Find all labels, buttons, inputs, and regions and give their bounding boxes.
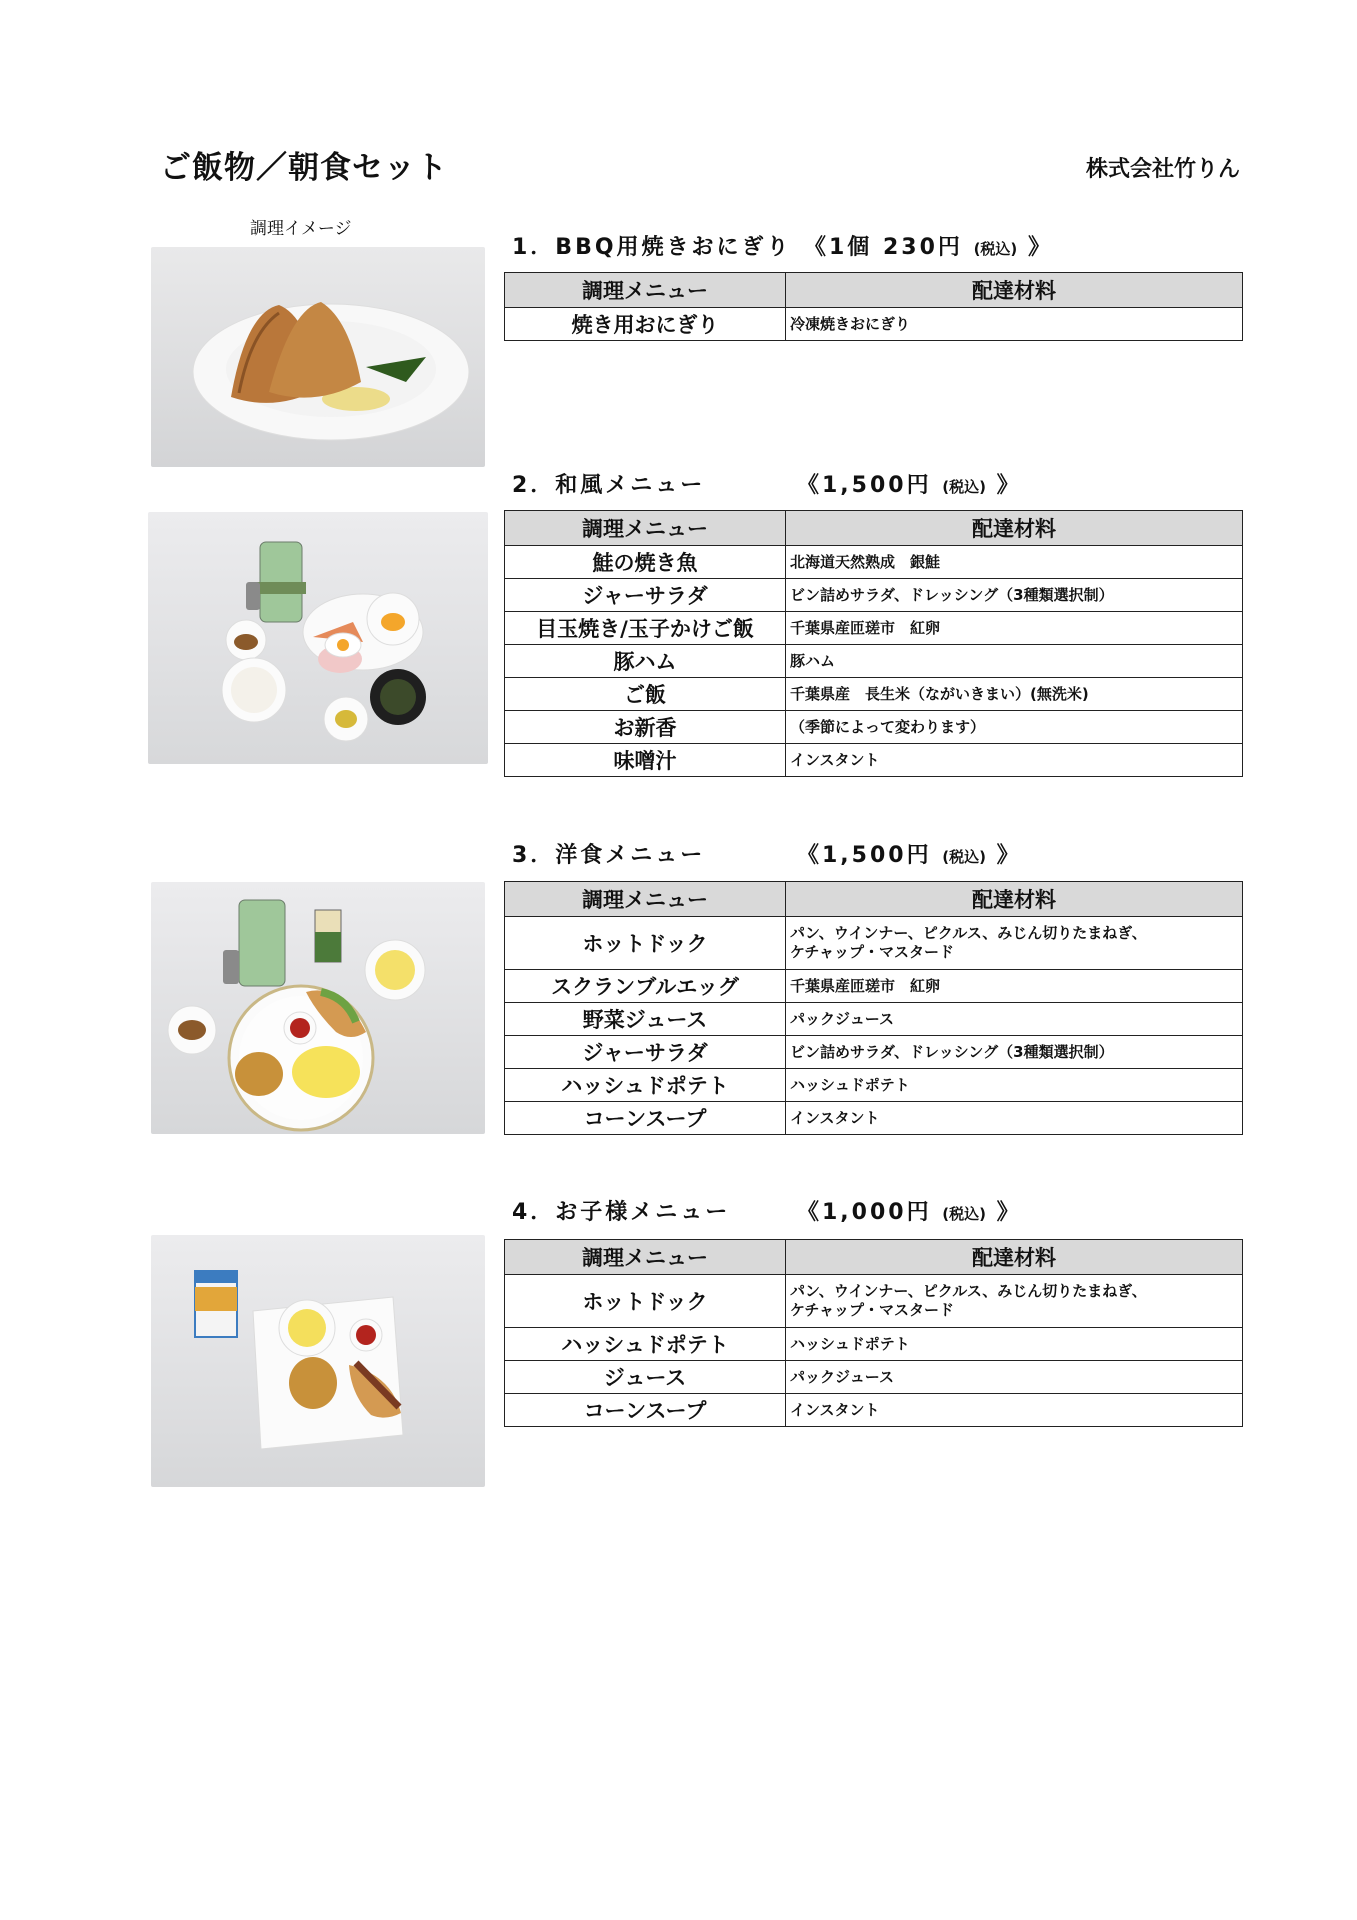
price-close: 》 — [996, 843, 1022, 868]
material-cell: （季節によって変わります） — [786, 711, 1243, 744]
table-row — [505, 1361, 1243, 1394]
material-line: ケチャップ・マスタード — [790, 1301, 954, 1319]
price-value: 《1,500円 — [797, 473, 932, 498]
table-row — [505, 645, 1243, 678]
table-row — [505, 678, 1243, 711]
section-1-price — [804, 230, 1053, 261]
section-4-title: 4．お子様メニュー — [512, 1200, 731, 1225]
table-row — [505, 744, 1243, 777]
material-line: パン、ウインナー、ピクルス、みじん切りたまねぎ、 — [790, 1282, 1147, 1300]
dish-cell: ジャーサラダ — [505, 579, 786, 612]
material-cell: ビン詰めサラダ、ドレッシング（3種類選択制） — [786, 579, 1243, 612]
material-cell: 千葉県産匝瑳市 紅卵 — [786, 612, 1243, 645]
table-row — [505, 1102, 1243, 1135]
material-cell: 千葉県産匝瑳市 紅卵 — [786, 970, 1243, 1003]
tax-label: (税込) — [942, 478, 986, 496]
price-close: 》 — [1027, 235, 1053, 260]
table-row — [505, 1036, 1243, 1069]
dish-cell: コーンスープ — [505, 1102, 786, 1135]
price-value: 《1,000円 — [797, 1200, 932, 1225]
material-cell: 豚ハム — [786, 645, 1243, 678]
dish-cell: 豚ハム — [505, 645, 786, 678]
section-4-price — [797, 1195, 1022, 1226]
table-row — [505, 308, 1243, 341]
dish-cell: 味噌汁 — [505, 744, 786, 777]
material-cell — [786, 917, 1243, 970]
dish-cell: 焼き用おにぎり — [505, 308, 786, 341]
material-cell: ビン詰めサラダ、ドレッシング（3種類選択制） — [786, 1036, 1243, 1069]
material-cell: 千葉県産 長生米（ながいきまい）(無洗米) — [786, 678, 1243, 711]
price-close: 》 — [996, 473, 1022, 498]
rice-ball-photo — [151, 247, 485, 467]
dish-cell: ハッシュドポテト — [505, 1069, 786, 1102]
price-close: 》 — [996, 1200, 1022, 1225]
tax-label: (税込) — [942, 848, 986, 866]
header-material: 配達材料 — [786, 882, 1243, 917]
price-value: 《1,500円 — [797, 843, 932, 868]
section-1-table — [504, 272, 1243, 341]
image-caption: 調理イメージ — [250, 219, 352, 239]
section-2-title: 2．和風メニュー — [512, 473, 706, 498]
western-set-photo — [151, 882, 485, 1134]
header-material: 配達材料 — [786, 511, 1243, 546]
header-dish: 調理メニュー — [505, 1240, 786, 1275]
material-line: パン、ウインナー、ピクルス、みじん切りたまねぎ、 — [790, 924, 1147, 942]
section-4-table — [504, 1239, 1243, 1427]
table-row — [505, 1069, 1243, 1102]
material-cell: ハッシュドポテト — [786, 1328, 1243, 1361]
section-1-title: 1．BBQ用焼きおにぎり — [512, 235, 792, 260]
dish-cell: ハッシュドポテト — [505, 1328, 786, 1361]
material-cell: パックジュース — [786, 1361, 1243, 1394]
table-row — [505, 1328, 1243, 1361]
header-dish: 調理メニュー — [505, 273, 786, 308]
material-cell — [786, 1275, 1243, 1328]
header-material: 配達材料 — [786, 1240, 1243, 1275]
dish-cell: ジュース — [505, 1361, 786, 1394]
material-cell: インスタント — [786, 1394, 1243, 1427]
table-row — [505, 612, 1243, 645]
section-3-title: 3．洋食メニュー — [512, 843, 706, 868]
dish-cell: コーンスープ — [505, 1394, 786, 1427]
header-dish: 調理メニュー — [505, 511, 786, 546]
tax-label: (税込) — [973, 240, 1018, 258]
page-title: ご飯物／朝食セット — [160, 150, 448, 186]
price-value: 《1個 230円 — [804, 235, 963, 260]
section-2-table — [504, 510, 1243, 777]
table-row — [505, 711, 1243, 744]
header-dish: 調理メニュー — [505, 882, 786, 917]
table-row — [505, 1275, 1243, 1328]
table-row — [505, 1003, 1243, 1036]
table-row — [505, 1394, 1243, 1427]
table-row — [505, 970, 1243, 1003]
tax-label: (税込) — [942, 1205, 986, 1223]
header-material: 配達材料 — [786, 273, 1243, 308]
material-line: ケチャップ・マスタード — [790, 943, 954, 961]
section-3-price — [797, 838, 1022, 869]
material-cell: 冷凍焼きおにぎり — [786, 308, 1243, 341]
table-row — [505, 917, 1243, 970]
dish-cell: スクランブルエッグ — [505, 970, 786, 1003]
section-3-table — [504, 881, 1243, 1135]
section-2-price — [797, 468, 1022, 499]
dish-cell: 鮭の焼き魚 — [505, 546, 786, 579]
dish-cell: ご飯 — [505, 678, 786, 711]
material-cell: パックジュース — [786, 1003, 1243, 1036]
material-cell: インスタント — [786, 1102, 1243, 1135]
dish-cell: ジャーサラダ — [505, 1036, 786, 1069]
dish-cell: 野菜ジュース — [505, 1003, 786, 1036]
dish-cell: ホットドック — [505, 917, 786, 970]
table-row — [505, 546, 1243, 579]
dish-cell: 目玉焼き/玉子かけご飯 — [505, 612, 786, 645]
dish-cell: お新香 — [505, 711, 786, 744]
material-cell: 北海道天然熟成 銀鮭 — [786, 546, 1243, 579]
kids-set-photo — [151, 1235, 485, 1487]
material-cell: インスタント — [786, 744, 1243, 777]
table-row — [505, 579, 1243, 612]
dish-cell: ホットドック — [505, 1275, 786, 1328]
japanese-set-photo — [148, 512, 488, 764]
company-name: 株式会社竹りん — [1085, 157, 1240, 182]
material-cell: ハッシュドポテト — [786, 1069, 1243, 1102]
